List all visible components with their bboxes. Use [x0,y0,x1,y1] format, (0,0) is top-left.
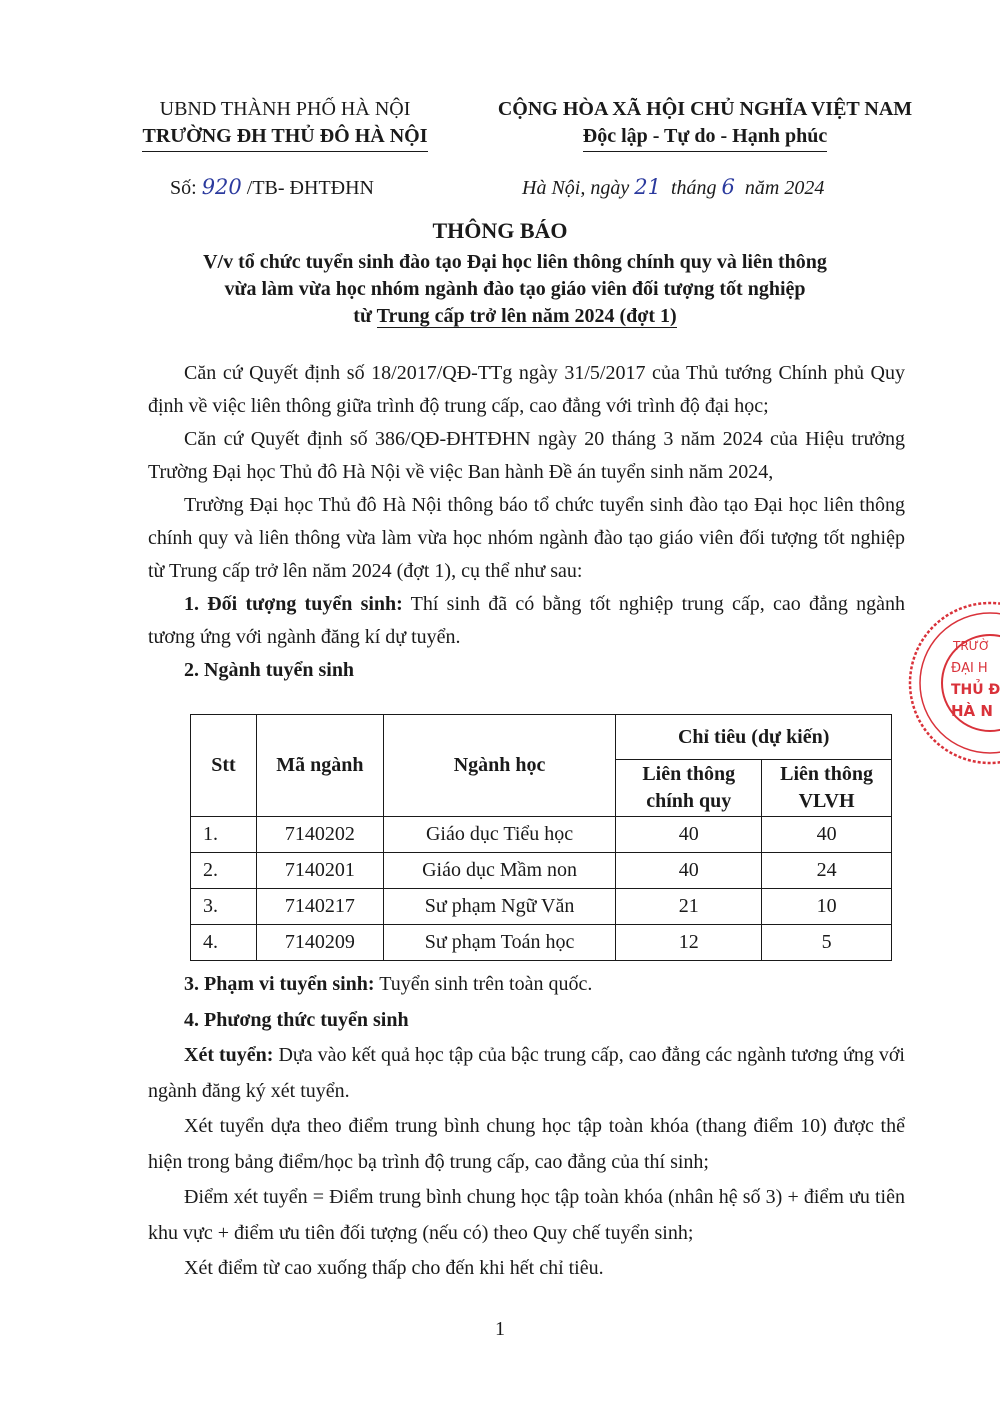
table-row: 2. 7140201 Giáo dục Mầm non 40 24 [191,853,892,889]
section-4-detail-1: Xét tuyển dựa theo điểm trung bình chung học tập toàn khóa (thang điểm 10) được thể hiện trong bảng điểm/học bạ trình độ trung cấp, cao đẳng của thí sinh; [148,1115,905,1173]
document-title: THÔNG BÁO [432,218,568,243]
section-2-heading: 2. Ngành tuyển sinh [184,659,355,681]
document-number: Số: 920 /TB- ĐHTĐHN [170,175,374,199]
official-seal-stamp [905,598,1000,768]
col-quota: Chỉ tiêu (dự kiến) [616,715,892,760]
section-4-formula: Điểm xét tuyển = Điểm trung bình chung học tập toàn khóa (nhân hệ số 3) + điểm ưu tiên khu vực + điểm ưu tiên đối tượng (nếu có) theo Quy chế tuyển sinh; [148,1186,905,1244]
country-name: CỘNG HÒA XÃ HỘI CHỦ NGHĨA VIỆT NAM [497,98,913,120]
announcement-paragraph: Trường Đại học Thủ đô Hà Nội thông báo tổ chức tuyển sinh đào tạo Đại học liên thông chính quy và liên thông vừa làm vừa học nhóm ngành đào tạo giáo viên đối tượng tốt nghiệp từ Trung cấp trở lên năm 2024 (đợt 1), cụ thể như sau: [148,494,905,582]
national-motto-block [470,96,940,152]
col-stt: Stt [191,715,257,817]
issuer-parent: UBND THÀNH PHỐ HÀ NỘI [159,98,411,120]
page-number: 1 [495,1318,505,1340]
col-code: Mã ngành [256,715,383,817]
col-major: Ngành học [383,715,616,817]
col-quota-regular: Liên thông chính quy [616,760,762,817]
handwritten-month: 6 [721,175,735,199]
issuer-name: TRƯỜNG ĐH THỦ ĐÔ HÀ NỘI [142,123,427,152]
section-4-detail-2: Xét điểm từ cao xuống thấp cho đến khi hết chỉ tiêu. [184,1257,604,1279]
legal-basis-1: Căn cứ Quyết định số 18/2017/QĐ-TTg ngày 31/5/2017 của Thủ tướng Chính phủ Quy định về việc liên thông giữa trình độ trung cấp, cao đẳng với trình độ đại học; [148,362,905,417]
section-3: 3. Phạm vi tuyển sinh: Tuyển sinh trên toàn quốc. [184,973,593,995]
issuer-block [115,96,455,152]
national-motto: Độc lập - Tự do - Hạnh phúc [583,123,827,152]
handwritten-day: 21 [634,175,661,199]
section-1: 1. Đối tượng tuyển sinh: Thí sinh đã có bằng tốt nghiệp trung cấp, cao đẳng ngành tương ứng với ngành đăng kí dự tuyển. [148,593,905,648]
admissions-table [190,714,892,961]
section-4-method: Xét tuyển: Dựa vào kết quả học tập của bậc trung cấp, cao đẳng các ngành tương ứng với ngành đăng ký xét tuyển. [148,1044,905,1102]
stamp-text-1: TRƯỜ [953,639,990,653]
document-subject: V/v tổ chức tuyển sinh đào tạo Đại học liên thông chính quy và liên thông vừa làm vừa học nhóm ngành đào tạo giáo viên đối tượng tốt nghiệp từ Trung cấp trở lên năm 2024 (đợt 1) [203,251,827,327]
stamp-text-4: HÀ N [951,702,993,720]
body-sections [148,967,905,1287]
table-row: 4. 7140209 Sư phạm Toán học 12 5 [191,925,892,961]
table-row: 1. 7140202 Giáo dục Tiểu học 40 40 [191,817,892,853]
section-4-heading: 4. Phương thức tuyển sinh [184,1008,409,1031]
col-quota-vlvh: Liên thông VLVH [762,760,892,817]
table-row: 3. 7140217 Sư phạm Ngữ Văn 21 10 [191,889,892,925]
handwritten-number: 920 [201,175,242,199]
legal-basis-2: Căn cứ Quyết định số 386/QĐ-ĐHTĐHN ngày 20 tháng 3 năm 2024 của Hiệu trưởng Trường Đại học Thủ đô Hà Nội về việc Ban hành Đề án tuyển sinh năm 2024, [148,428,905,483]
stamp-text-2: ĐẠI H [951,661,988,676]
intro-paragraphs [148,357,905,687]
dateline: Hà Nội, ngày 21 tháng 6 năm 2024 [522,175,825,199]
stamp-text-3: THỦ Đ [951,682,1000,698]
